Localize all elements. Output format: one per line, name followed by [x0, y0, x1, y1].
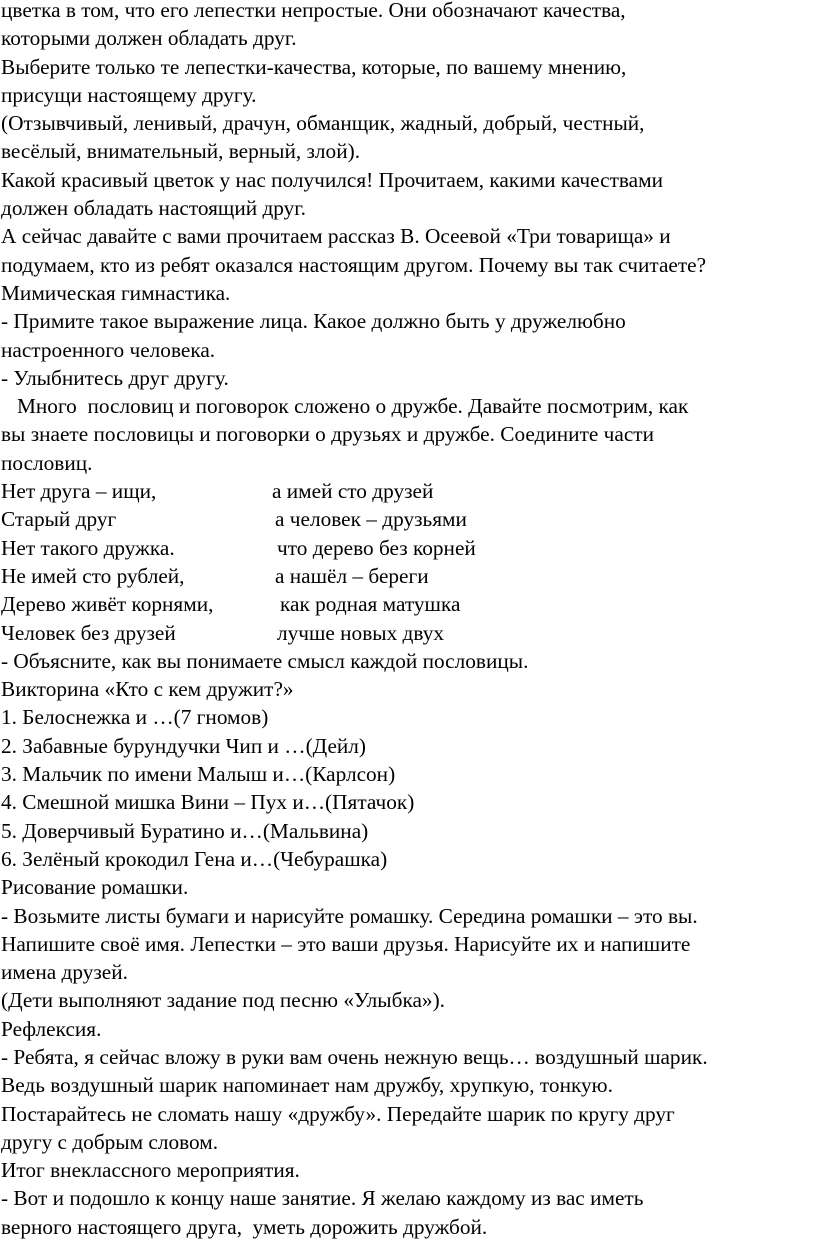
proverb-table: [1, 477, 815, 647]
text-line: должен обладать настоящий друг.: [1, 196, 306, 221]
document-page: [1, 0, 815, 1241]
quiz-item: 5. Доверчивый Буратино и…(Мальвина): [1, 818, 369, 843]
proverb-start: Дерево живёт корнями,: [1, 592, 214, 617]
section-heading: Викторина «Кто с кем дружит?»: [1, 677, 294, 702]
proverb-row: [1, 534, 815, 562]
text-line: Постарайтесь не сломать нашу «дружбу». Передайте шарик по кругу друг: [1, 1101, 675, 1126]
text-line: настроенного человека.: [1, 337, 216, 362]
text-line: Много пословиц и поговорок сложено о дружбе. Давайте посмотрим, как: [1, 394, 689, 419]
proverb-end: лучше новых двух: [277, 620, 445, 645]
proverb-end: а человек – друзьями: [275, 507, 467, 532]
text-line: цветка в том, что его лепестки непростые. Они обозначают качества,: [1, 0, 626, 22]
text-line: пословиц.: [1, 450, 93, 475]
section-heading: Рисование ромашки.: [1, 875, 189, 900]
text-line: - Примите такое выражение лица. Какое должно быть у дружелюбно: [1, 309, 626, 334]
quiz-item: 2. Забавные бурундучки Чип и …(Дейл): [1, 733, 367, 758]
quiz-item: 6. Зелёный крокодил Гена и…(Чебурашка): [1, 846, 388, 871]
text-line: весёлый, внимательный, верный, злой).: [1, 139, 361, 164]
text-line: подумаем, кто из ребят оказался настоящим другом. Почему вы так считаете?: [1, 252, 707, 277]
text-line: - Возьмите листы бумаги и нарисуйте ромашку. Середина ромашки – это вы.: [1, 903, 698, 928]
text-line: Напишите своё имя. Лепестки – это ваши друзья. Нарисуйте их и напишите: [1, 931, 691, 956]
text-line: (Отзывчивый, ленивый, драчун, обманщик, жадный, добрый, честный,: [1, 111, 645, 136]
proverb-row: [1, 477, 815, 505]
proverb-end: как родная матушка: [280, 592, 461, 617]
quiz-item: 1. Белоснежка и …(7 гномов): [1, 705, 269, 730]
section-heading: Мимическая гимнастика.: [1, 280, 231, 305]
proverb-start: Нет друга – ищи,: [1, 479, 157, 504]
text-line: присущи настоящему другу.: [1, 82, 257, 107]
proverb-row: [1, 505, 815, 533]
text-line: (Дети выполняют задание под песню «Улыбка»).: [1, 988, 445, 1013]
proverb-row: [1, 562, 815, 590]
text-line: - Улыбнитесь друг другу.: [1, 365, 229, 390]
proverb-start: Старый друг: [1, 507, 117, 532]
section-heading: Итог внеклассного мероприятия.: [1, 1158, 300, 1183]
text-line: верного настоящего друга, уметь дорожить дружбой.: [1, 1214, 488, 1239]
text-line: - Объясните, как вы понимаете смысл каждой пословицы.: [1, 648, 529, 673]
text-line: - Ребята, я сейчас вложу в руки вам очень нежную вещь… воздушный шарик.: [1, 1044, 708, 1069]
proverb-row: [1, 590, 815, 618]
quiz-item: 4. Смешной мишка Вини – Пух и…(Пятачок): [1, 790, 415, 815]
text-line: Какой красивый цветок у нас получился! Прочитаем, какими качествами: [1, 167, 663, 192]
proverb-end: что дерево без корней: [277, 535, 476, 560]
text-line: Ведь воздушный шарик напоминает нам дружбу, хрупкую, тонкую.: [1, 1073, 613, 1098]
text-line: другу с добрым словом.: [1, 1129, 219, 1154]
text-line: - Вот и подошло к концу наше занятие. Я желаю каждому из вас иметь: [1, 1186, 644, 1211]
text-line: имена друзей.: [1, 960, 128, 985]
section-heading: Рефлексия.: [1, 1016, 102, 1041]
text-line: которыми должен обладать друг.: [1, 26, 297, 51]
proverb-start: Не имей сто рублей,: [1, 563, 185, 588]
quiz-item: 3. Мальчик по имени Малыш и…(Карлсон): [1, 762, 396, 787]
proverb-start: Человек без друзей: [1, 620, 176, 645]
text-line: А сейчас давайте с вами прочитаем рассказ В. Осеевой «Три товарища» и: [1, 224, 671, 249]
proverb-start: Нет такого дружка.: [1, 535, 175, 560]
proverb-end: а имей сто друзей: [272, 479, 434, 504]
proverb-end: а нашёл – береги: [275, 563, 429, 588]
text-line: вы знаете пословицы и поговорки о друзьях и дружбе. Соедините части: [1, 422, 654, 447]
text-line: Выберите только те лепестки-качества, которые, по вашему мнению,: [1, 54, 627, 79]
proverb-row: [1, 619, 815, 647]
